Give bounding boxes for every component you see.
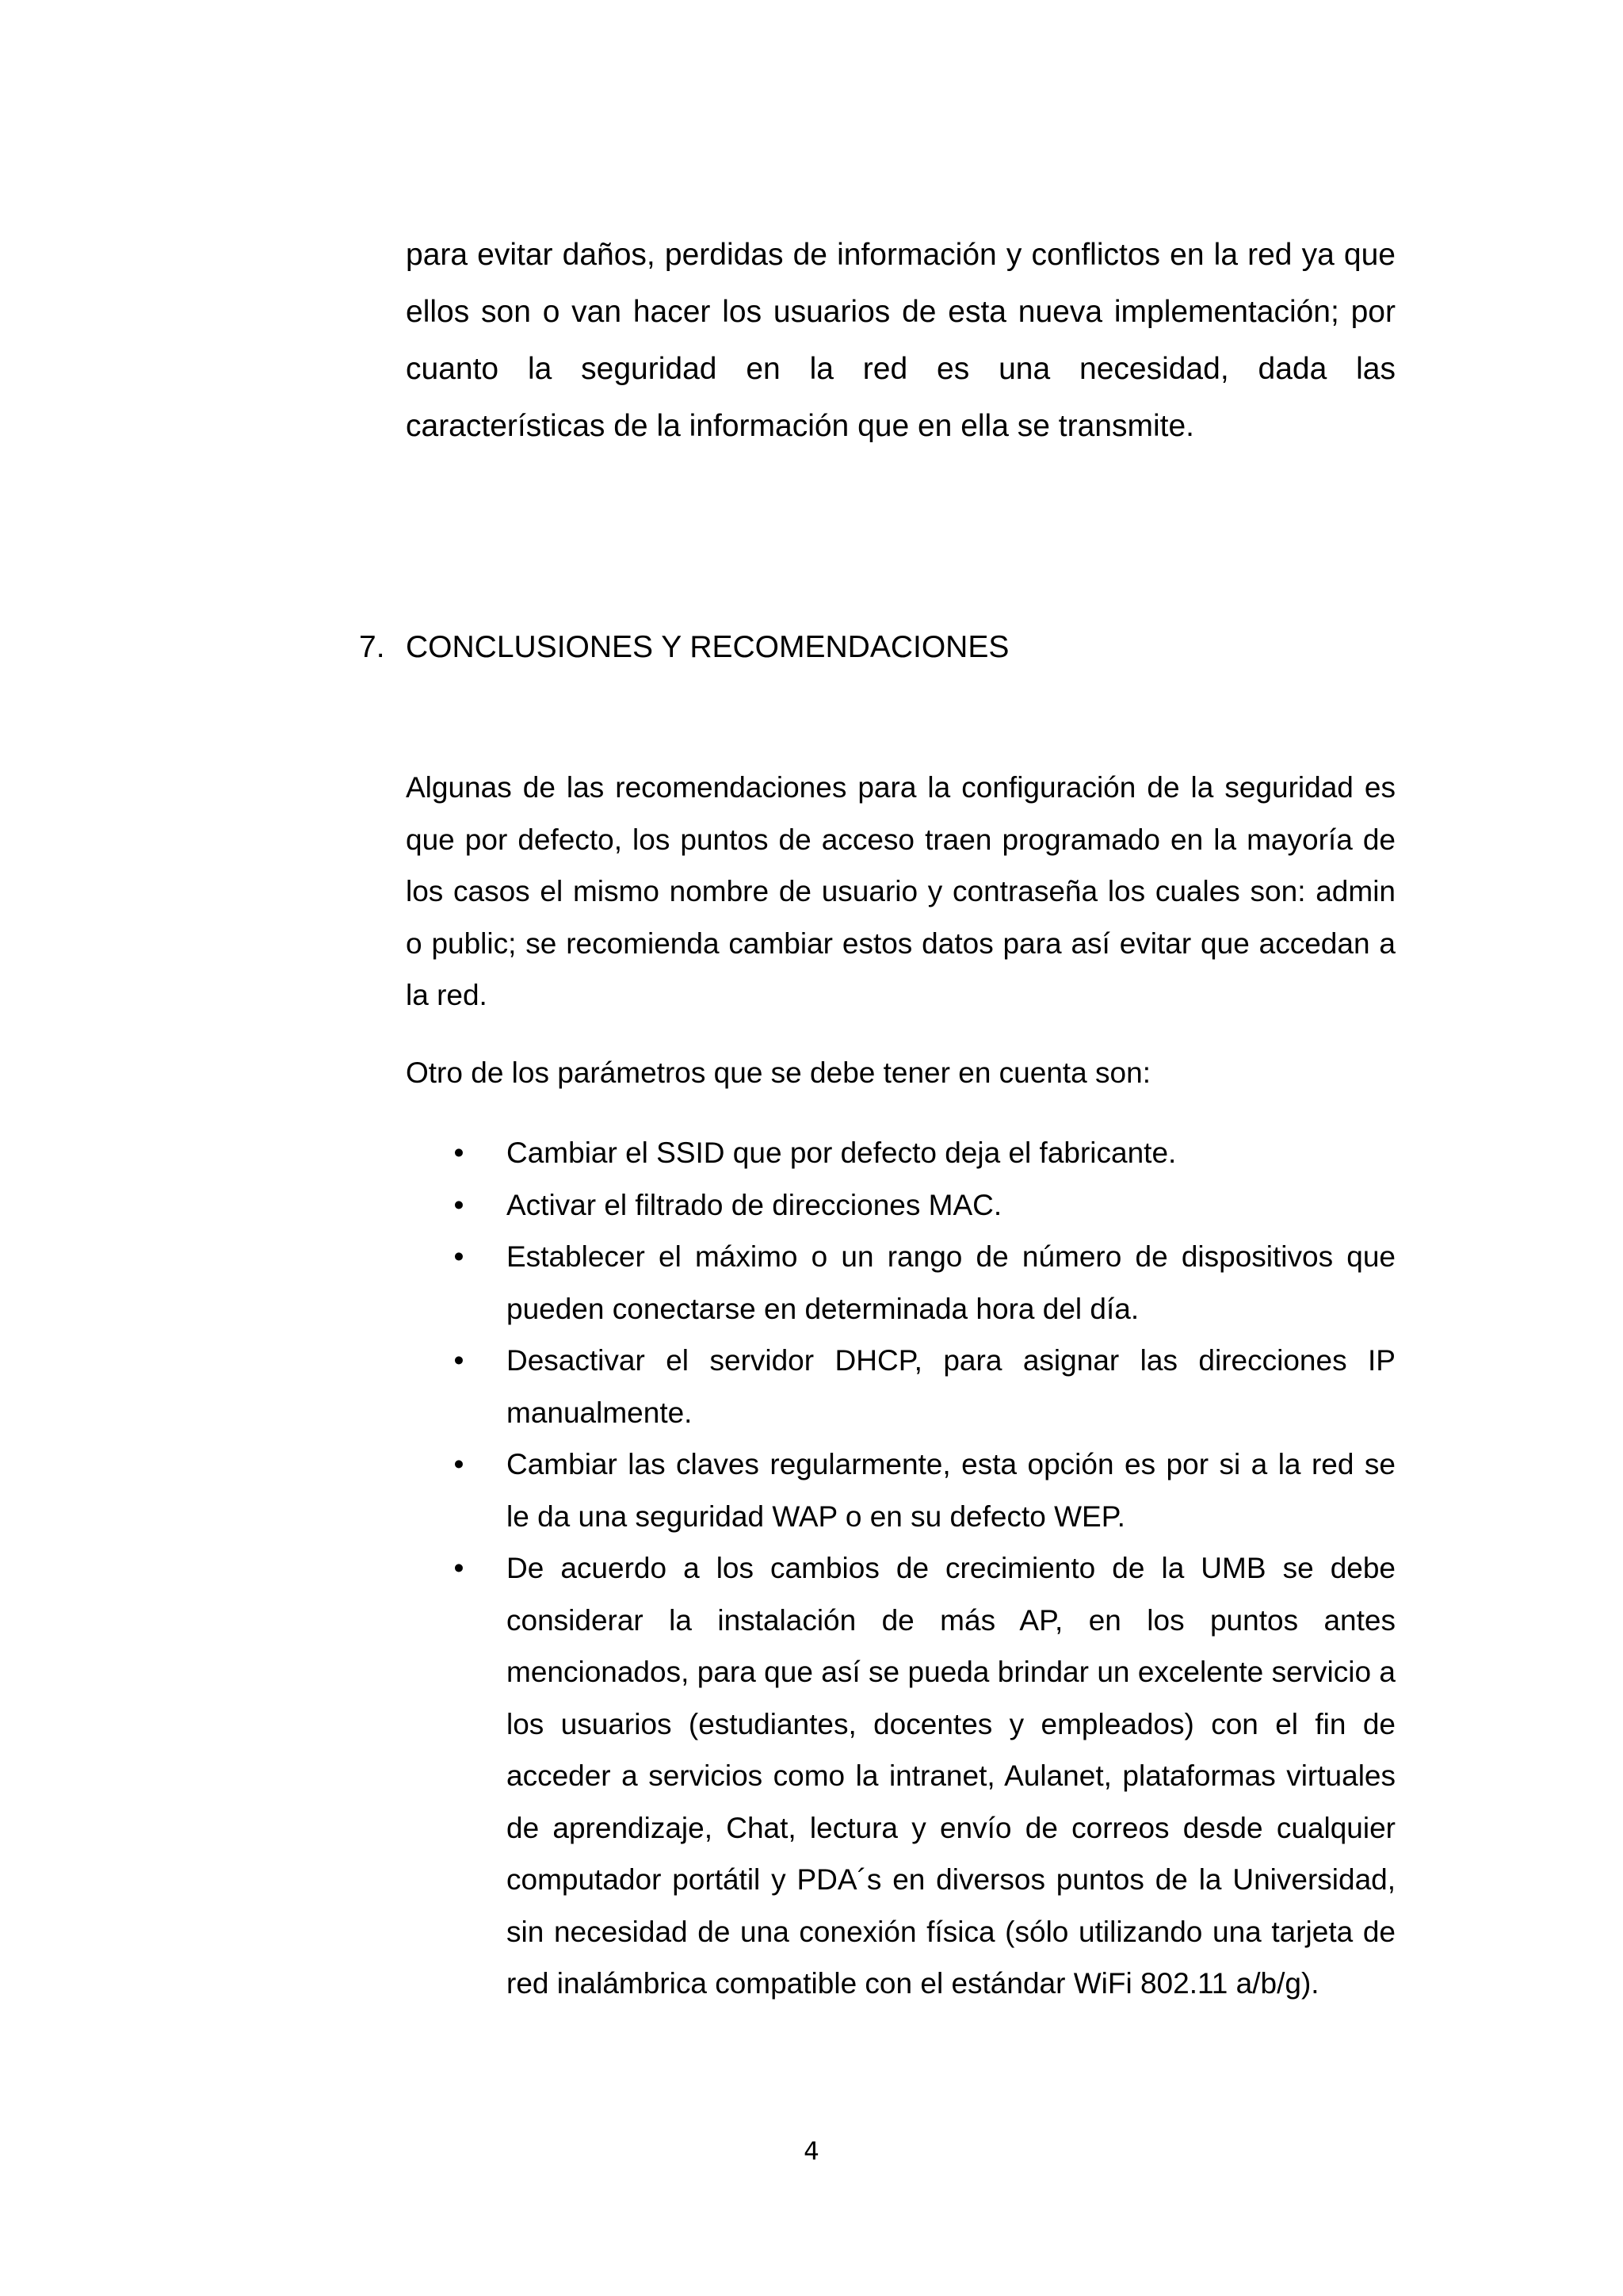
bullet-icon: • [453, 1188, 464, 1221]
list-item [406, 1127, 1396, 1179]
page-number: 4 [804, 2137, 819, 2166]
section-title: CONCLUSIONES Y RECOMENDACIONES [406, 630, 1010, 664]
section-number: 7. [359, 630, 385, 664]
bullet-icon: • [453, 1344, 464, 1377]
list-item-text: Establecer el máximo o un rango de número de dispositivos que pueden conectarse en determinada hora del día. [506, 1240, 1396, 1325]
bullet-icon: • [453, 1137, 464, 1169]
list-item-text: Activar el filtrado de direcciones MAC. [506, 1188, 1002, 1221]
list-item-text: Desactivar el servidor DHCP, para asignar las direcciones IP manualmente. [506, 1344, 1396, 1429]
recommendations-paragraph: Algunas de las recomendaciones para la configuración de la seguridad es que por defecto, los puntos de acceso traen programado en la mayoría de los casos el mismo nombre de usuario y contraseña los cuales son: admin o public; se recomienda cambiar estos datos para así evitar que accedan a la red. [406, 771, 1396, 1011]
list-item [406, 1231, 1396, 1335]
recommendations-list [406, 1127, 1396, 2010]
list-item [406, 1179, 1396, 1232]
bullet-icon: • [453, 1552, 464, 1584]
list-item-text: Cambiar el SSID que por defecto deja el fabricante. [506, 1137, 1177, 1169]
list-item-text: De acuerdo a los cambios de crecimiento de la UMB se debe considerar la instalación de más AP, en los puntos antes mencionados, para que así se pueda brindar un excelente servicio a los usuarios (estudiantes, docentes y empleados) con el fin de acceder a servicios como la intranet, Aulanet, plataformas virtuales de aprendizaje, Chat, lectura y envío de correos desde cualquier computador portátil y PDA´s en diversos puntos de la Universidad, sin necesidad de una conexión física (sólo utilizando una tarjeta de red inalámbrica compatible con el estándar WiFi 802.11 a/b/g). [506, 1552, 1396, 2000]
section-heading [359, 619, 1389, 676]
list-item [406, 1438, 1396, 1542]
list-item [406, 1542, 1396, 2010]
bullet-icon: • [453, 1448, 464, 1480]
intro-paragraph: para evitar daños, perdidas de información y conflictos en la red ya que ellos son o van hacer los usuarios de esta nueva implementación; por cuanto la seguridad en la red es una necesidad, dada las características de la información que en ella se transmite. [406, 238, 1396, 443]
bullet-icon: • [453, 1240, 464, 1273]
parameters-intro: Otro de los parámetros que se debe tener en cuenta son: [406, 1056, 1151, 1089]
list-item [406, 1335, 1396, 1438]
list-item-text: Cambiar las claves regularmente, esta opción es por si a la red se le da una seguridad WAP o en su defecto WEP. [506, 1448, 1396, 1533]
